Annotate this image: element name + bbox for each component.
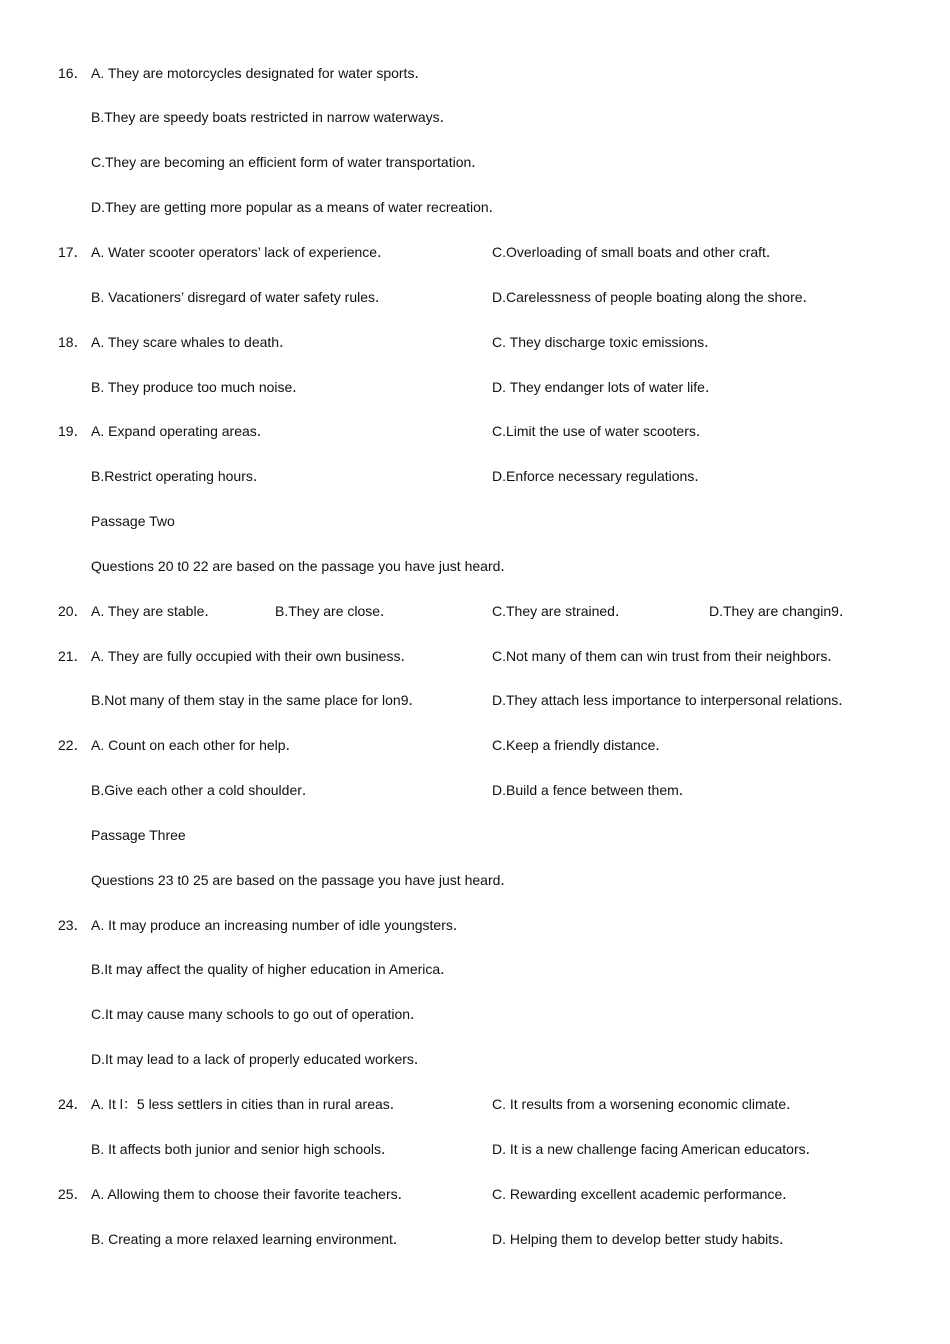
option-c: C.They are becoming an efficient form of water transportation． — [91, 154, 486, 171]
option-b: B. They produce too much noise． — [91, 378, 307, 395]
question-number: 23． — [58, 916, 88, 933]
option-c: C. It results from a worsening economic climate． — [492, 1096, 801, 1112]
option-d: D.They are changin9． — [709, 602, 853, 619]
option-c: C.Overloading of small boats and other craft． — [492, 243, 780, 260]
question-number: 19． — [58, 423, 88, 440]
question-number: 20． — [58, 602, 88, 619]
option-c: C.They are strained． — [492, 602, 629, 619]
exam-page — [0, 51, 950, 1262]
option-d: D. It is a new challenge facing American educators． — [492, 1140, 820, 1157]
option-a: A. It may produce an increasing number of idle youngsters． — [91, 916, 467, 933]
option-a: A. Expand operating areas． — [91, 423, 271, 440]
question-16-row-3 — [0, 140, 950, 185]
question-19-row-1 — [0, 409, 950, 454]
question-20-row-1 — [0, 589, 950, 634]
option-b: B. Creating a more relaxed learning environment． — [91, 1230, 407, 1247]
question-number: 25． — [58, 1185, 88, 1202]
question-16-row-2 — [0, 95, 950, 140]
question-17-row-2 — [0, 275, 950, 320]
option-b: B. Vacationers’ disregard of water safety rules． — [91, 288, 390, 305]
option-d: D. Helping them to develop better study habits． — [492, 1230, 794, 1247]
passage-two-heading-row — [0, 499, 950, 544]
passage-two-instruction: Questions 20 t0 22 are based on the passage you have just heard． — [91, 557, 515, 574]
option-b: B.Give each other a cold shoulder． — [91, 782, 316, 799]
option-c: C.It may cause many schools to go out of operation． — [91, 1006, 425, 1023]
option-a: A. They are motorcycles designated for water sports． — [91, 64, 429, 81]
question-number: 21． — [58, 647, 88, 664]
passage-three-instruction: Questions 23 t0 25 are based on the passage you have just heard． — [91, 871, 515, 888]
option-d: D.Carelessness of people boating along the shore． — [492, 288, 817, 305]
option-d: D.They are getting more popular as a means of water recreation． — [91, 199, 503, 216]
question-18-row-2 — [0, 365, 950, 410]
question-16-row-1 — [0, 51, 950, 96]
question-24-row-1 — [0, 1082, 950, 1127]
passage-three-instruction-row — [0, 858, 950, 903]
question-21-row-1 — [0, 634, 950, 679]
option-a: A. They are fully occupied with their own business． — [91, 647, 415, 664]
question-23-row-2 — [0, 947, 950, 992]
question-23-row-4 — [0, 1037, 950, 1082]
option-d: D. They endanger lots of water life． — [492, 378, 719, 395]
question-17-row-1 — [0, 230, 950, 275]
question-23-row-1 — [0, 903, 950, 948]
option-a: A. Allowing them to choose their favorite teachers． — [91, 1185, 412, 1202]
question-19-row-2 — [0, 454, 950, 499]
question-22-row-2 — [0, 768, 950, 813]
question-21-row-2 — [0, 678, 950, 723]
question-25-row-2 — [0, 1217, 950, 1262]
question-25-row-1 — [0, 1172, 950, 1217]
option-b: B.They are speedy boats restricted in narrow waterways． — [91, 109, 454, 126]
question-23-row-3 — [0, 992, 950, 1037]
question-number: 16． — [58, 64, 88, 81]
passage-three-heading-row — [0, 813, 950, 858]
option-c: C. Rewarding excellent academic performance． — [492, 1185, 797, 1202]
question-24-row-2 — [0, 1127, 950, 1172]
option-c: C. They discharge toxic emissions． — [492, 333, 719, 350]
option-d: D.Build a fence between them． — [492, 782, 693, 799]
option-b: B.It may affect the quality of higher education in America． — [91, 961, 455, 978]
option-a: A. Water scooter operators’ lack of experience． — [91, 243, 392, 260]
option-b: B. It affects both junior and senior high schools． — [91, 1140, 396, 1157]
passage-three-title: Passage Three — [91, 826, 186, 843]
option-c: C.Limit the use of water scooters． — [492, 423, 710, 440]
question-16-row-4 — [0, 185, 950, 230]
passage-two-title: Passage Two — [91, 513, 175, 530]
option-d: D.They attach less importance to interpersonal relations． — [492, 692, 853, 709]
question-number: 17． — [58, 243, 88, 260]
option-a: A. Count on each other for help． — [91, 737, 300, 754]
question-22-row-1 — [0, 723, 950, 768]
option-c: C.Keep a friendly distance． — [492, 737, 670, 754]
option-b: B.Restrict operating hours． — [91, 468, 267, 485]
passage-two-instruction-row — [0, 544, 950, 589]
question-number: 24． — [58, 1096, 88, 1112]
question-number: 22． — [58, 737, 88, 754]
option-a: A. They are stable． — [91, 602, 219, 619]
option-a: A. It l：5 less settlers in cities than in rural areas． — [91, 1096, 404, 1112]
option-b: B.They are close． — [275, 602, 395, 619]
option-a: A. They scare whales to death． — [91, 333, 294, 350]
question-18-row-1 — [0, 320, 950, 365]
option-c: C.Not many of them can win trust from their neighbors． — [492, 647, 842, 664]
option-d: D.Enforce necessary regulations． — [492, 468, 709, 485]
question-number: 18． — [58, 333, 88, 350]
option-b: B.Not many of them stay in the same place for lon9． — [91, 692, 423, 709]
option-d: D.It may lead to a lack of properly educated workers． — [91, 1051, 428, 1068]
